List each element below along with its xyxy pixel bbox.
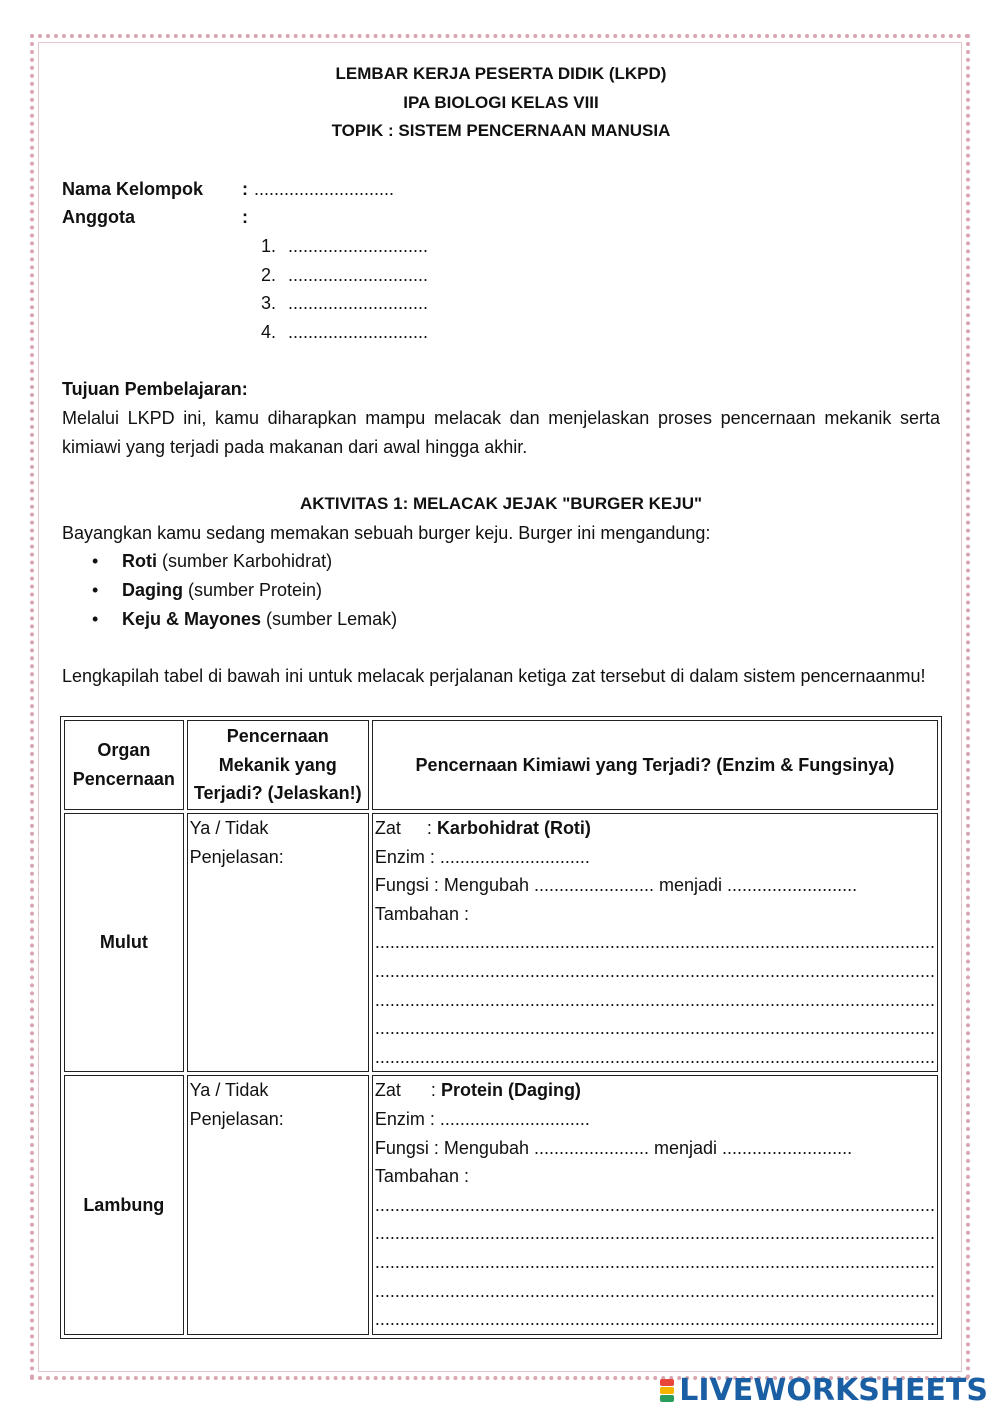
- yes-no-option[interactable]: Ya / Tidak: [189, 1080, 269, 1101]
- table-header-row: [64, 720, 938, 810]
- member-item: 3. ............................: [244, 289, 940, 318]
- title-line-3: TOPIK : SISTEM PENCERNAAN MANUSIA: [331, 121, 671, 141]
- explanation-label: Penjelasan:: [189, 1108, 284, 1129]
- activity-title: AKTIVITAS 1: MELACAK JEJAK "BURGER KEJU": [299, 494, 703, 514]
- title-line-1: LEMBAR KERJA PESERTA DIDIK (LKPD): [335, 64, 667, 83]
- zat-value: Karbohidrat (Roti): [436, 818, 591, 838]
- additional-line[interactable]: ................................................................................................................: [374, 1280, 935, 1301]
- additional-line[interactable]: ................................................................................................................: [374, 1046, 935, 1067]
- group-name-label: Nama Kelompok: [62, 178, 204, 199]
- chemical-cell-mulut: [372, 813, 938, 1072]
- member-3-field[interactable]: ............................: [288, 293, 429, 314]
- additional-label: Tambahan :: [374, 903, 469, 924]
- header-mechanical: Pencernaan Mekanik yang Terjadi? (Jelaskan!): [187, 720, 369, 810]
- member-4-field[interactable]: ............................: [288, 321, 429, 342]
- yes-no-option[interactable]: Ya / Tidak: [189, 818, 269, 838]
- food-item: • Keju & Mayones (sumber Lemak): [122, 605, 940, 634]
- mechanical-cell-mulut[interactable]: [187, 813, 369, 1072]
- group-name-field[interactable]: ............................: [254, 178, 395, 199]
- member-2-field[interactable]: ............................: [288, 264, 429, 285]
- member-item: 4. ............................: [244, 318, 940, 347]
- organ-mulut: Mulut: [64, 813, 184, 1072]
- food-item: • Roti (sumber Karbohidrat): [122, 547, 940, 576]
- additional-line[interactable]: ................................................................................................................: [374, 989, 935, 1010]
- member-item: 1. ............................: [244, 232, 940, 261]
- activity-intro: Bayangkan kamu sedang memakan sebuah burger keju. Burger ini mengandung:: [62, 522, 711, 543]
- member-item: 2. ............................: [244, 261, 940, 290]
- additional-line[interactable]: ................................................................................................................: [374, 960, 935, 981]
- chemical-cell-lambung: [372, 1075, 938, 1334]
- logo-badge-icon: [658, 1377, 676, 1405]
- title-line-2: IPA BIOLOGI KELAS VIII: [403, 92, 599, 112]
- table-row: [64, 1075, 938, 1334]
- food-list: [62, 547, 940, 633]
- additional-line[interactable]: ................................................................................................................: [374, 1223, 935, 1244]
- objective-heading: Tujuan Pembelajaran:: [62, 379, 248, 400]
- additional-line[interactable]: ................................................................................................................: [374, 1251, 935, 1272]
- header-organ: Organ Pencernaan: [64, 720, 184, 810]
- activity-instruction: Lengkapilah tabel di bawah ini untuk melacak perjalanan ketiga zat tersebut di dalam sistem pencernaanmu!: [62, 666, 926, 687]
- additional-line[interactable]: ................................................................................................................: [374, 1018, 935, 1039]
- enzyme-field[interactable]: Enzim : ..............................: [374, 1108, 590, 1129]
- objective-text: Melalui LKPD ini, kamu diharapkan mampu melacak dan menjelaskan proses pencernaan mekanik serta kimiawi yang terjadi pada makanan dari awal hingga akhir.: [62, 407, 940, 457]
- function-field[interactable]: Fungsi : Mengubah ........................ menjadi ..........................: [374, 875, 858, 896]
- table-row: [64, 813, 938, 1072]
- zat-line: Zat : Karbohidrat (Roti): [374, 818, 591, 838]
- members-label: Anggota: [62, 207, 135, 228]
- organ-lambung: Lambung: [64, 1075, 184, 1334]
- digestion-table: [60, 716, 942, 1339]
- members-row: Anggota :: [62, 203, 940, 232]
- additional-line[interactable]: ................................................................................................................: [374, 1309, 935, 1330]
- function-field[interactable]: Fungsi : Mengubah ....................... menjadi ..........................: [374, 1137, 853, 1158]
- members-list: [244, 232, 940, 346]
- explanation-label: Penjelasan:: [189, 846, 284, 867]
- member-1-field[interactable]: ............................: [288, 235, 429, 256]
- header-chemical: Pencernaan Kimiawi yang Terjadi? (Enzim & Fungsinya): [372, 720, 938, 810]
- liveworksheets-logo: [658, 1373, 988, 1408]
- additional-line[interactable]: ................................................................................................................: [374, 1194, 935, 1215]
- mechanical-cell-lambung[interactable]: [187, 1075, 369, 1334]
- food-item: • Daging (sumber Protein): [122, 576, 940, 605]
- worksheet-content: [62, 60, 940, 691]
- additional-label: Tambahan :: [374, 1166, 469, 1187]
- zat-value: Protein (Daging): [440, 1080, 581, 1101]
- watermark-text: LIVEWORKSHEETS: [679, 1373, 988, 1408]
- zat-line: Zat : Protein (Daging): [374, 1080, 581, 1101]
- group-name-row: Nama Kelompok : ............................: [62, 175, 940, 204]
- additional-line[interactable]: ................................................................................................................: [374, 932, 935, 953]
- enzyme-field[interactable]: Enzim : ..............................: [374, 846, 590, 867]
